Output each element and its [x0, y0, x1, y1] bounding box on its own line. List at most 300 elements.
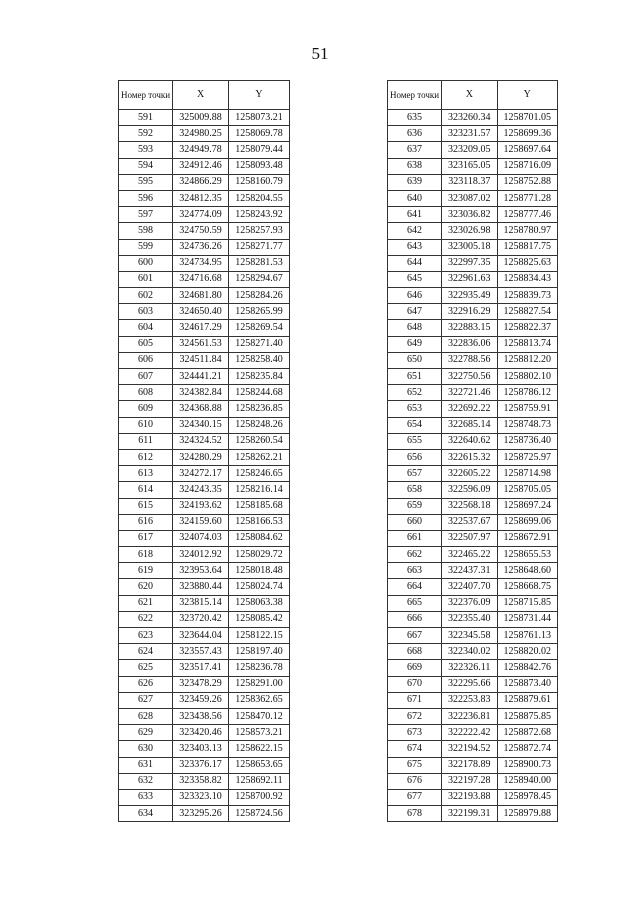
- cell-x: 324074.03: [173, 530, 229, 546]
- cell-point-number: 610: [119, 417, 173, 433]
- table-row: [388, 336, 558, 352]
- cell-point-number: 639: [388, 174, 442, 190]
- table-row: [119, 611, 290, 627]
- cell-y: 1258246.65: [229, 466, 290, 482]
- cell-y: 1258748.73: [497, 417, 557, 433]
- cell-y: 1258827.54: [497, 304, 557, 320]
- cell-y: 1258692.11: [229, 773, 290, 789]
- cell-x: 322465.22: [442, 547, 497, 563]
- cell-x: 322236.81: [442, 708, 497, 724]
- cell-point-number: 657: [388, 466, 442, 482]
- cell-point-number: 651: [388, 369, 442, 385]
- cell-point-number: 675: [388, 757, 442, 773]
- table-row: [119, 579, 290, 595]
- cell-point-number: 616: [119, 514, 173, 530]
- coordinates-table-left: [118, 80, 290, 822]
- cell-y: 1258872.68: [497, 725, 557, 741]
- cell-y: 1258284.26: [229, 288, 290, 304]
- cell-x: 323557.43: [173, 644, 229, 660]
- cell-x: 322788.56: [442, 352, 497, 368]
- cell-x: 324750.59: [173, 223, 229, 239]
- cell-x: 324441.21: [173, 369, 229, 385]
- cell-x: 323478.29: [173, 676, 229, 692]
- cell-point-number: 665: [388, 595, 442, 611]
- cell-point-number: 646: [388, 288, 442, 304]
- cell-point-number: 667: [388, 628, 442, 644]
- cell-x: 322345.58: [442, 628, 497, 644]
- cell-x: 322537.67: [442, 514, 497, 530]
- cell-y: 1258761.13: [497, 628, 557, 644]
- cell-point-number: 658: [388, 482, 442, 498]
- cell-y: 1258085.42: [229, 611, 290, 627]
- table-row: [119, 628, 290, 644]
- cell-y: 1258291.00: [229, 676, 290, 692]
- table-row: [388, 773, 558, 789]
- cell-y: 1258244.68: [229, 385, 290, 401]
- table-row: [388, 271, 558, 287]
- table-row: [119, 271, 290, 287]
- cell-point-number: 674: [388, 741, 442, 757]
- cell-point-number: 604: [119, 320, 173, 336]
- table-row: [388, 628, 558, 644]
- cell-y: 1258362.65: [229, 692, 290, 708]
- cell-y: 1258900.73: [497, 757, 557, 773]
- cell-x: 322721.46: [442, 385, 497, 401]
- cell-x: 324243.35: [173, 482, 229, 498]
- cell-x: 324866.29: [173, 174, 229, 190]
- table-row: [388, 482, 558, 498]
- cell-x: 322836.06: [442, 336, 497, 352]
- cell-y: 1258197.40: [229, 644, 290, 660]
- cell-x: 324280.29: [173, 449, 229, 465]
- cell-point-number: 598: [119, 223, 173, 239]
- table-row: [119, 110, 290, 126]
- cell-y: 1258705.05: [497, 482, 557, 498]
- table-row: [119, 207, 290, 223]
- table-row: [388, 417, 558, 433]
- cell-x: 324368.88: [173, 401, 229, 417]
- column-header-x: X: [442, 81, 497, 110]
- cell-point-number: 628: [119, 708, 173, 724]
- cell-x: 323880.44: [173, 579, 229, 595]
- cell-point-number: 662: [388, 547, 442, 563]
- cell-y: 1258063.38: [229, 595, 290, 611]
- cell-point-number: 672: [388, 708, 442, 724]
- cell-point-number: 632: [119, 773, 173, 789]
- cell-point-number: 608: [119, 385, 173, 401]
- cell-x: 324617.29: [173, 320, 229, 336]
- cell-point-number: 642: [388, 223, 442, 239]
- cell-point-number: 606: [119, 352, 173, 368]
- cell-x: 323323.10: [173, 789, 229, 805]
- table-row: [388, 223, 558, 239]
- cell-x: 323517.41: [173, 660, 229, 676]
- cell-y: 1258622.15: [229, 741, 290, 757]
- cell-x: 322355.40: [442, 611, 497, 627]
- cell-x: 323376.17: [173, 757, 229, 773]
- table-row: [119, 336, 290, 352]
- cell-x: 322407.70: [442, 579, 497, 595]
- table-row: [119, 644, 290, 660]
- cell-x: 323438.56: [173, 708, 229, 724]
- cell-y: 1258714.98: [497, 466, 557, 482]
- cell-y: 1258655.53: [497, 547, 557, 563]
- table-row: [388, 530, 558, 546]
- cell-x: 323165.05: [442, 158, 497, 174]
- table-row: [388, 595, 558, 611]
- table-row: [119, 352, 290, 368]
- cell-x: 323209.05: [442, 142, 497, 158]
- cell-y: 1258820.02: [497, 644, 557, 660]
- table-row: [388, 579, 558, 595]
- table-row: [119, 223, 290, 239]
- cell-point-number: 661: [388, 530, 442, 546]
- table-row: [119, 190, 290, 206]
- cell-y: 1258294.67: [229, 271, 290, 287]
- table-row: [388, 190, 558, 206]
- cell-x: 324511.84: [173, 352, 229, 368]
- table-row: [119, 239, 290, 255]
- table-row: [119, 741, 290, 757]
- table-row: [388, 514, 558, 530]
- cell-y: 1258216.14: [229, 482, 290, 498]
- cell-y: 1258271.77: [229, 239, 290, 255]
- cell-y: 1258786.12: [497, 385, 557, 401]
- cell-point-number: 596: [119, 190, 173, 206]
- table-row: [388, 320, 558, 336]
- cell-point-number: 637: [388, 142, 442, 158]
- table-row: [388, 304, 558, 320]
- cell-y: 1258697.24: [497, 498, 557, 514]
- cell-point-number: 618: [119, 547, 173, 563]
- cell-x: 323231.57: [442, 126, 497, 142]
- cell-y: 1258724.56: [229, 806, 290, 822]
- cell-y: 1258813.74: [497, 336, 557, 352]
- cell-point-number: 649: [388, 336, 442, 352]
- table-row: [119, 595, 290, 611]
- cell-x: 324812.35: [173, 190, 229, 206]
- table-row: [119, 660, 290, 676]
- table-row: [388, 288, 558, 304]
- cell-point-number: 653: [388, 401, 442, 417]
- table-row: [388, 142, 558, 158]
- cell-y: 1258672.91: [497, 530, 557, 546]
- cell-point-number: 636: [388, 126, 442, 142]
- cell-point-number: 655: [388, 433, 442, 449]
- cell-point-number: 634: [119, 806, 173, 822]
- cell-x: 322640.62: [442, 433, 497, 449]
- cell-y: 1258699.06: [497, 514, 557, 530]
- cell-y: 1258648.60: [497, 563, 557, 579]
- table-row: [388, 158, 558, 174]
- cell-x: 322295.66: [442, 676, 497, 692]
- table-row: [388, 789, 558, 805]
- cell-x: 323260.34: [442, 110, 497, 126]
- cell-x: 324949.78: [173, 142, 229, 158]
- cell-point-number: 666: [388, 611, 442, 627]
- cell-x: 322507.97: [442, 530, 497, 546]
- table-row: [388, 401, 558, 417]
- cell-point-number: 592: [119, 126, 173, 142]
- cell-point-number: 625: [119, 660, 173, 676]
- cell-point-number: 638: [388, 158, 442, 174]
- cell-x: 323005.18: [442, 239, 497, 255]
- table-row: [388, 741, 558, 757]
- cell-x: 323815.14: [173, 595, 229, 611]
- cell-y: 1258236.85: [229, 401, 290, 417]
- cell-x: 323118.37: [442, 174, 497, 190]
- table-row: [388, 466, 558, 482]
- cell-x: 322340.02: [442, 644, 497, 660]
- cell-x: 324324.52: [173, 433, 229, 449]
- column-header-y: Y: [497, 81, 557, 110]
- cell-y: 1258258.40: [229, 352, 290, 368]
- cell-y: 1258024.74: [229, 579, 290, 595]
- cell-x: 322935.49: [442, 288, 497, 304]
- cell-y: 1258073.21: [229, 110, 290, 126]
- table-row: [388, 725, 558, 741]
- table-row: [119, 789, 290, 805]
- cell-y: 1258940.00: [497, 773, 557, 789]
- cell-x: 322199.31: [442, 806, 497, 822]
- table-row: [388, 433, 558, 449]
- cell-x: 322326.11: [442, 660, 497, 676]
- cell-y: 1258243.92: [229, 207, 290, 223]
- cell-y: 1258236.78: [229, 660, 290, 676]
- cell-y: 1258817.75: [497, 239, 557, 255]
- cell-y: 1258122.15: [229, 628, 290, 644]
- cell-y: 1258248.26: [229, 417, 290, 433]
- cell-x: 322961.63: [442, 271, 497, 287]
- cell-point-number: 615: [119, 498, 173, 514]
- cell-point-number: 654: [388, 417, 442, 433]
- column-header-point-number: Номер точки: [119, 81, 173, 110]
- cell-x: 323420.46: [173, 725, 229, 741]
- cell-x: 322193.88: [442, 789, 497, 805]
- cell-point-number: 626: [119, 676, 173, 692]
- cell-x: 323403.13: [173, 741, 229, 757]
- cell-point-number: 670: [388, 676, 442, 692]
- cell-y: 1258777.46: [497, 207, 557, 223]
- table-row: [119, 126, 290, 142]
- cell-point-number: 650: [388, 352, 442, 368]
- cell-point-number: 652: [388, 385, 442, 401]
- cell-point-number: 633: [119, 789, 173, 805]
- table-row: [388, 352, 558, 368]
- table-row: [119, 417, 290, 433]
- cell-point-number: 673: [388, 725, 442, 741]
- column-header-y: Y: [229, 81, 290, 110]
- cell-y: 1258257.93: [229, 223, 290, 239]
- table-row: [119, 449, 290, 465]
- cell-x: 323644.04: [173, 628, 229, 644]
- cell-y: 1258716.09: [497, 158, 557, 174]
- table-row: [119, 385, 290, 401]
- cell-y: 1258470.12: [229, 708, 290, 724]
- column-header-point-number: Номер точки: [388, 81, 442, 110]
- table-header-row: [119, 81, 290, 110]
- cell-point-number: 671: [388, 692, 442, 708]
- table-row: [119, 255, 290, 271]
- cell-point-number: 660: [388, 514, 442, 530]
- table-row: [119, 676, 290, 692]
- cell-point-number: 599: [119, 239, 173, 255]
- cell-point-number: 664: [388, 579, 442, 595]
- cell-y: 1258185.68: [229, 498, 290, 514]
- cell-point-number: 607: [119, 369, 173, 385]
- cell-point-number: 609: [119, 401, 173, 417]
- cell-y: 1258260.54: [229, 433, 290, 449]
- cell-x: 324716.68: [173, 271, 229, 287]
- table-row: [119, 498, 290, 514]
- cell-x: 324681.80: [173, 288, 229, 304]
- cell-point-number: 600: [119, 255, 173, 271]
- cell-y: 1258069.78: [229, 126, 290, 142]
- cell-x: 322376.09: [442, 595, 497, 611]
- table-row: [388, 498, 558, 514]
- cell-y: 1258839.73: [497, 288, 557, 304]
- cell-x: 322615.32: [442, 449, 497, 465]
- cell-point-number: 619: [119, 563, 173, 579]
- cell-x: 323026.98: [442, 223, 497, 239]
- table-row: [388, 547, 558, 563]
- cell-x: 324774.09: [173, 207, 229, 223]
- cell-point-number: 595: [119, 174, 173, 190]
- cell-x: 322568.18: [442, 498, 497, 514]
- page-number: 51: [311, 44, 329, 63]
- cell-y: 1258725.97: [497, 449, 557, 465]
- cell-point-number: 627: [119, 692, 173, 708]
- cell-point-number: 597: [119, 207, 173, 223]
- table-row: [388, 676, 558, 692]
- cell-point-number: 614: [119, 482, 173, 498]
- table-row: [119, 320, 290, 336]
- cell-y: 1258771.28: [497, 190, 557, 206]
- cell-y: 1258265.99: [229, 304, 290, 320]
- table-row: [388, 174, 558, 190]
- table-row: [119, 563, 290, 579]
- cell-x: 324734.95: [173, 255, 229, 271]
- cell-y: 1258752.88: [497, 174, 557, 190]
- cell-y: 1258875.85: [497, 708, 557, 724]
- table-row: [119, 482, 290, 498]
- cell-point-number: 648: [388, 320, 442, 336]
- cell-y: 1258271.40: [229, 336, 290, 352]
- cell-point-number: 644: [388, 255, 442, 271]
- cell-point-number: 605: [119, 336, 173, 352]
- cell-y: 1258736.40: [497, 433, 557, 449]
- cell-point-number: 678: [388, 806, 442, 822]
- cell-x: 322685.14: [442, 417, 497, 433]
- cell-point-number: 641: [388, 207, 442, 223]
- cell-x: 322997.35: [442, 255, 497, 271]
- table-row: [388, 126, 558, 142]
- cell-x: 322437.31: [442, 563, 497, 579]
- cell-point-number: 601: [119, 271, 173, 287]
- table-row: [388, 692, 558, 708]
- cell-point-number: 623: [119, 628, 173, 644]
- table-row: [119, 757, 290, 773]
- table-row: [119, 514, 290, 530]
- cell-point-number: 591: [119, 110, 173, 126]
- cell-point-number: 645: [388, 271, 442, 287]
- cell-x: 324012.92: [173, 547, 229, 563]
- cell-y: 1258978.45: [497, 789, 557, 805]
- cell-x: 324272.17: [173, 466, 229, 482]
- table-row: [388, 239, 558, 255]
- cell-y: 1258834.43: [497, 271, 557, 287]
- table-row: [388, 449, 558, 465]
- table-row: [119, 174, 290, 190]
- cell-point-number: 617: [119, 530, 173, 546]
- cell-point-number: 611: [119, 433, 173, 449]
- cell-point-number: 620: [119, 579, 173, 595]
- cell-x: 323358.82: [173, 773, 229, 789]
- table-row: [119, 304, 290, 320]
- table-row: [119, 708, 290, 724]
- table-body-left: [119, 110, 290, 822]
- cell-y: 1258204.55: [229, 190, 290, 206]
- table-row: [119, 158, 290, 174]
- cell-x: 322692.22: [442, 401, 497, 417]
- cell-point-number: 668: [388, 644, 442, 660]
- table-row: [388, 207, 558, 223]
- cell-y: 1258160.79: [229, 174, 290, 190]
- cell-x: 322197.28: [442, 773, 497, 789]
- cell-y: 1258084.62: [229, 530, 290, 546]
- table-row: [119, 692, 290, 708]
- table-row: [388, 644, 558, 660]
- cell-x: 322916.29: [442, 304, 497, 320]
- table-row: [119, 547, 290, 563]
- cell-x: 324650.40: [173, 304, 229, 320]
- cell-y: 1258018.48: [229, 563, 290, 579]
- cell-y: 1258029.72: [229, 547, 290, 563]
- cell-x: 322750.56: [442, 369, 497, 385]
- cell-y: 1258873.40: [497, 676, 557, 692]
- table-row: [119, 433, 290, 449]
- cell-y: 1258715.85: [497, 595, 557, 611]
- table-row: [388, 255, 558, 271]
- cell-x: 323295.26: [173, 806, 229, 822]
- cell-point-number: 640: [388, 190, 442, 206]
- cell-x: 325009.88: [173, 110, 229, 126]
- cell-x: 322178.89: [442, 757, 497, 773]
- cell-point-number: 643: [388, 239, 442, 255]
- cell-point-number: 594: [119, 158, 173, 174]
- cell-point-number: 622: [119, 611, 173, 627]
- cell-point-number: 621: [119, 595, 173, 611]
- table-row: [119, 142, 290, 158]
- table-row: [119, 466, 290, 482]
- cell-x: 324193.62: [173, 498, 229, 514]
- cell-point-number: 659: [388, 498, 442, 514]
- cell-x: 322253.83: [442, 692, 497, 708]
- table-row: [119, 773, 290, 789]
- table-row: [388, 611, 558, 627]
- cell-y: 1258235.84: [229, 369, 290, 385]
- cell-y: 1258979.88: [497, 806, 557, 822]
- cell-y: 1258780.97: [497, 223, 557, 239]
- cell-y: 1258701.05: [497, 110, 557, 126]
- cell-y: 1258668.75: [497, 579, 557, 595]
- column-header-x: X: [173, 81, 229, 110]
- cell-point-number: 602: [119, 288, 173, 304]
- cell-y: 1258842.76: [497, 660, 557, 676]
- cell-x: 324736.26: [173, 239, 229, 255]
- cell-y: 1258262.21: [229, 449, 290, 465]
- cell-x: 324382.84: [173, 385, 229, 401]
